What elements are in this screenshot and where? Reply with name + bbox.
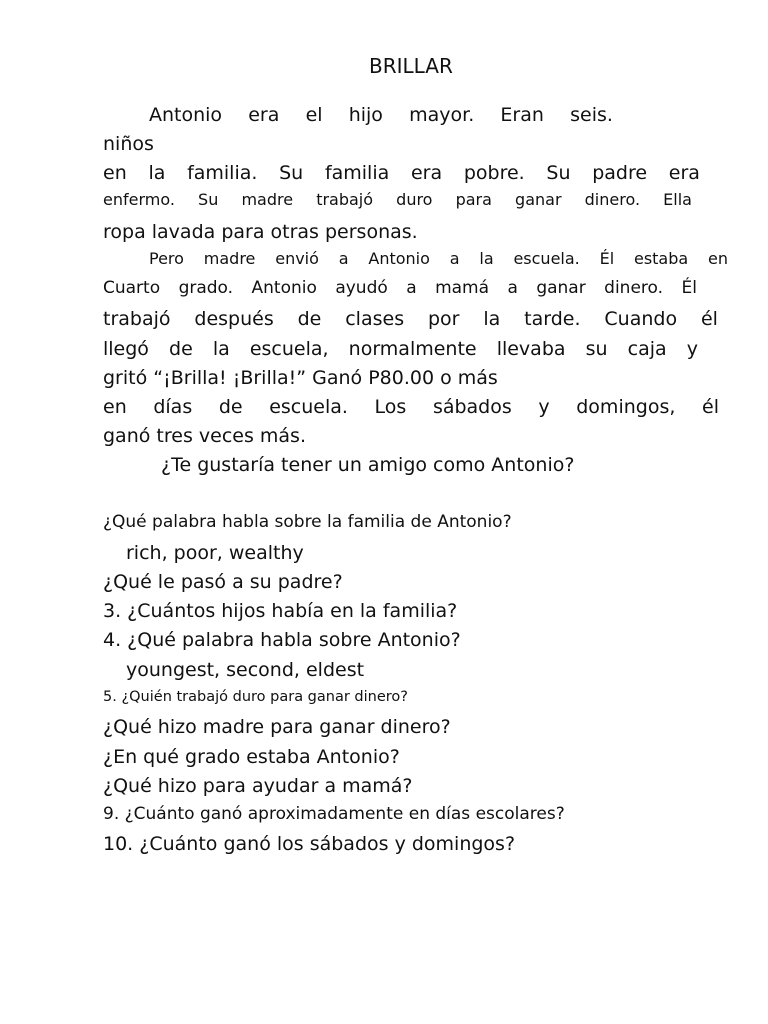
story-word: era bbox=[248, 104, 280, 126]
question-5: 5. ¿Quién trabajó duro para ganar dinero? bbox=[103, 689, 408, 705]
story-word: la bbox=[148, 162, 166, 184]
story-word: ganar bbox=[536, 278, 586, 298]
story-question: ¿Te gustaría tener un amigo como Antonio? bbox=[161, 454, 575, 476]
story-word: seis. bbox=[570, 104, 613, 126]
story-word: familia bbox=[324, 162, 390, 184]
story-word: llegó bbox=[103, 338, 149, 360]
story-word: y bbox=[686, 338, 698, 360]
story-line: niños bbox=[103, 133, 154, 155]
story-word: clases bbox=[345, 308, 405, 330]
story-word: trabajó bbox=[316, 190, 374, 209]
question-4: 4. ¿Qué palabra habla sobre Antonio? bbox=[103, 629, 461, 651]
story-line bbox=[103, 164, 700, 183]
story-word: Eran bbox=[500, 104, 544, 126]
question-6: ¿Qué hizo madre para ganar dinero? bbox=[103, 716, 451, 738]
story-word: escuela, bbox=[249, 338, 329, 360]
story-word: familia. bbox=[187, 162, 258, 184]
story-word: Los bbox=[374, 396, 407, 418]
story-word: ganar bbox=[515, 190, 562, 209]
story-word: en bbox=[103, 396, 127, 418]
story-line: ganó tres veces más. bbox=[103, 425, 306, 447]
story-word: sábados bbox=[432, 396, 512, 418]
story-word: la bbox=[483, 308, 501, 330]
story-word: Ella bbox=[663, 190, 692, 209]
question-3: 3. ¿Cuántos hijos había en la familia? bbox=[103, 600, 458, 622]
story-line: ropa lavada para otras personas. bbox=[103, 221, 418, 243]
story-word: escuela. bbox=[269, 396, 348, 418]
story-word: trabajó bbox=[103, 308, 171, 330]
story-word: escuela. bbox=[513, 249, 580, 268]
story-line bbox=[103, 310, 718, 329]
story-word: de bbox=[297, 308, 322, 330]
question-1-options: rich, poor, wealthy bbox=[126, 542, 304, 564]
story-word: madre bbox=[203, 249, 256, 268]
story-word: ayudó bbox=[335, 278, 388, 298]
story-word: normalmente bbox=[348, 338, 477, 360]
story-word: pobre. bbox=[463, 162, 525, 184]
story-word: Antonio bbox=[251, 278, 317, 298]
story-word: en bbox=[103, 162, 127, 184]
story-line bbox=[103, 192, 692, 208]
story-word: él bbox=[702, 396, 719, 418]
story-word: después bbox=[194, 308, 274, 330]
story-word: padre bbox=[592, 162, 648, 184]
question-2: ¿Qué le pasó a su padre? bbox=[103, 571, 343, 593]
story-word: a bbox=[507, 278, 518, 298]
story-word: domingos, bbox=[576, 396, 676, 418]
question-4-options: youngest, second, eldest bbox=[126, 659, 365, 681]
story-word: la bbox=[212, 338, 230, 360]
story-word: grado. bbox=[178, 278, 234, 298]
story-word: Él bbox=[681, 278, 697, 298]
story-word: de bbox=[218, 396, 243, 418]
story-word: mamá bbox=[435, 278, 490, 298]
story-word: Él bbox=[599, 249, 615, 268]
story-line: gritó “¡Brilla! ¡Brilla!” Ganó P80.00 o más bbox=[103, 367, 498, 389]
story-word: para bbox=[455, 190, 492, 209]
story-word: duro bbox=[396, 190, 433, 209]
story-line bbox=[103, 340, 698, 359]
story-line bbox=[103, 398, 719, 417]
story-word: su bbox=[585, 338, 608, 360]
story-word: en bbox=[708, 249, 728, 268]
question-8: ¿Qué hizo para ayudar a mamá? bbox=[103, 775, 413, 797]
story-word: dinero. bbox=[604, 278, 664, 298]
page-title: BRILLAR bbox=[369, 54, 453, 78]
story-word: tarde. bbox=[524, 308, 581, 330]
story-word: a bbox=[449, 249, 460, 268]
story-word: la bbox=[479, 249, 494, 268]
story-word: a bbox=[338, 249, 349, 268]
story-word: era bbox=[410, 162, 443, 184]
story-word: a bbox=[406, 278, 417, 298]
story-word: caja bbox=[627, 338, 667, 360]
story-word: Cuarto bbox=[103, 278, 161, 298]
story-word: y bbox=[538, 396, 550, 418]
question-10: 10. ¿Cuánto ganó los sábados y domingos? bbox=[103, 833, 516, 855]
story-word: el bbox=[305, 104, 323, 126]
story-word: mayor. bbox=[409, 104, 475, 126]
question-9: 9. ¿Cuánto ganó aproximadamente en días escolares? bbox=[103, 804, 565, 824]
story-word: estaba bbox=[633, 249, 689, 268]
story-word: Antonio bbox=[149, 104, 223, 126]
story-word: hijo bbox=[348, 104, 383, 126]
story-word: él bbox=[700, 308, 718, 330]
story-line bbox=[103, 280, 697, 297]
story-word: Su bbox=[279, 162, 304, 184]
story-line bbox=[149, 106, 613, 125]
story-word: enfermo. bbox=[103, 190, 175, 209]
story-word: era bbox=[668, 162, 700, 184]
story-word: Pero bbox=[149, 249, 184, 268]
question-7: ¿En qué grado estaba Antonio? bbox=[103, 746, 400, 768]
story-word: Su bbox=[198, 190, 219, 209]
story-word: Cuando bbox=[604, 308, 678, 330]
story-line bbox=[149, 251, 728, 267]
story-word: llevaba bbox=[496, 338, 566, 360]
story-word: días bbox=[153, 396, 193, 418]
question-1: ¿Qué palabra habla sobre la familia de Antonio? bbox=[103, 512, 512, 532]
story-word: por bbox=[427, 308, 460, 330]
story-word: de bbox=[169, 338, 193, 360]
story-word: madre bbox=[241, 190, 294, 209]
story-word: Su bbox=[546, 162, 571, 184]
story-word: Antonio bbox=[368, 249, 430, 268]
story-word: envió bbox=[275, 249, 319, 268]
story-word: dinero. bbox=[584, 190, 641, 209]
